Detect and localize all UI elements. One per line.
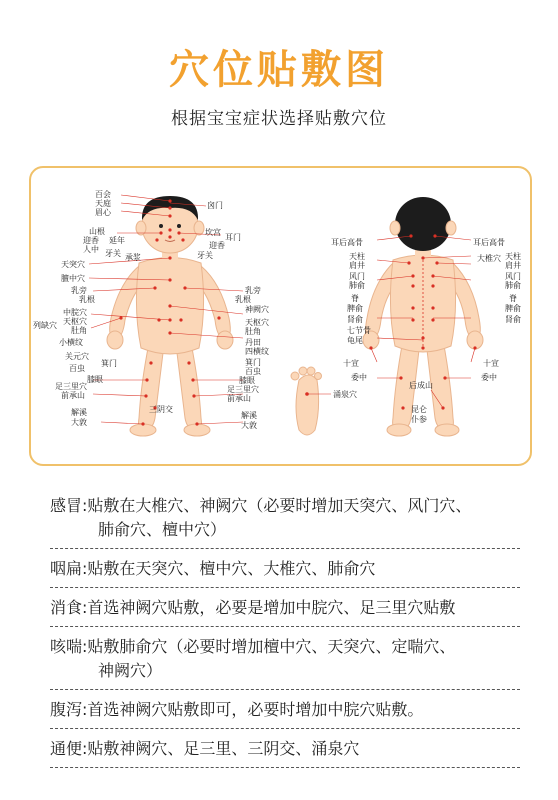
label-qijiegu: 七节骨 xyxy=(347,326,371,335)
symptom-list xyxy=(50,486,520,768)
label-yingxiang: 迎香 xyxy=(83,236,99,245)
label-yaguan: 牙关 xyxy=(105,249,121,258)
label-jiexi: 解溪 xyxy=(71,408,87,417)
label-tianshu: 天枢穴 xyxy=(63,317,87,326)
label-rugen: 乳根 xyxy=(79,295,95,304)
label-ji-right: 脊 xyxy=(509,294,517,303)
label-jianjing: 肩井 xyxy=(349,261,365,270)
label-ji: 脊 xyxy=(351,294,359,303)
symptom-text-continued: 神阙穴） xyxy=(98,661,163,680)
list-item xyxy=(50,486,520,549)
symptom-text-continued: 肺俞穴、檀中穴） xyxy=(98,520,227,539)
label-tianzhu-right: 天柱 xyxy=(505,252,521,261)
label-zusanli: 足三里穴 xyxy=(55,382,87,391)
label-fengmen-right: 风门 xyxy=(505,272,521,281)
label-kangong: 坎宫 xyxy=(205,228,221,237)
label-baichong: 百虫 xyxy=(69,364,85,373)
label-guiwei: 龟尾 xyxy=(347,336,363,345)
label-sanyinjiao: 三阴交 xyxy=(149,405,173,414)
label-jimen: 箕门 xyxy=(101,359,117,368)
label-pucan: 仆参 xyxy=(411,415,427,424)
label-shenshu: 肾俞 xyxy=(347,315,363,324)
label-zusanli-right: 足三里穴 xyxy=(227,385,259,394)
label-dantian: 丹田 xyxy=(245,338,261,347)
symptom-text: 首选神阙穴贴敷，必要是增加中脘穴、足三里穴贴敷 xyxy=(87,598,456,617)
label-weizhong: 委中 xyxy=(351,373,367,382)
label-qianchengshan: 前承山 xyxy=(61,391,85,400)
symptom-name: 咽扁: xyxy=(50,559,88,578)
label-meixin: 眉心 xyxy=(95,208,111,217)
symptom-text: 贴敷在大椎穴、神阙穴（必要时增加天突穴、风门穴、 xyxy=(87,496,472,515)
back-child-figure xyxy=(363,197,483,436)
label-yaguan2: 牙关 xyxy=(197,251,213,260)
label-qianchengshan-right: 前承山 xyxy=(227,394,251,403)
symptom-name: 腹泻: xyxy=(50,700,88,719)
label-fengmen: 风门 xyxy=(349,272,365,281)
label-pishu-right: 脾俞 xyxy=(505,304,521,313)
symptom-name: 通便: xyxy=(50,739,88,758)
symptom-text: 首选神阙穴贴敷即可，必要时增加中脘穴贴敷。 xyxy=(87,700,424,719)
list-item xyxy=(50,627,520,690)
symptom-text: 贴敷神阙穴、足三里、三阴交、涌泉穴 xyxy=(87,739,360,758)
label-tianzhu: 天柱 xyxy=(349,252,365,261)
list-item xyxy=(50,690,520,729)
symptom-name: 咳喘: xyxy=(50,637,88,656)
page-subtitle: 根据宝宝症状选择贴敷穴位 xyxy=(171,109,387,129)
symptom-name: 感冒: xyxy=(50,496,88,515)
label-zhongwan: 中脘穴 xyxy=(63,308,87,317)
label-houchengshan: 后成山 xyxy=(409,381,433,390)
label-baihui: 百会 xyxy=(95,190,111,199)
page-title: 穴位贴敷图 xyxy=(169,47,389,93)
symptom-text: 贴敷肺俞穴（必要时增加檀中穴、天突穴、定喘穴、 xyxy=(87,637,456,656)
label-kunlun: 昆仑 xyxy=(411,405,427,414)
label-shixuan-right: 十宣 xyxy=(483,359,499,368)
label-tiantu: 天突穴 xyxy=(61,260,85,269)
label-sihengwen: 四横纹 xyxy=(245,347,269,356)
label-ermen: 耳门 xyxy=(225,233,241,242)
label-yongquan: 涌泉穴 xyxy=(333,390,357,399)
label-jimen-right: 箕门 xyxy=(245,358,261,367)
label-chengjiang: 承浆 xyxy=(125,253,141,262)
label-lieque: 列缺穴 xyxy=(33,321,57,330)
label-xiyan-right: 膝眼 xyxy=(239,376,255,385)
label-xiaohengwen: 小横纹 xyxy=(59,338,83,347)
label-tanzhong: 膻中穴 xyxy=(61,274,85,283)
label-guanyuan: 关元穴 xyxy=(65,352,89,361)
label-rugen-right: 乳根 xyxy=(235,295,251,304)
label-tianting: 天庭 xyxy=(95,199,111,208)
list-item xyxy=(50,729,520,768)
label-duqi-right: 肚角 xyxy=(245,327,261,336)
label-yingxiang2: 迎香 xyxy=(209,241,225,250)
label-xiyan: 膝眼 xyxy=(87,375,103,384)
label-erhougaogu-right: 耳后高骨 xyxy=(473,238,505,247)
label-feishu: 肺俞 xyxy=(349,281,365,290)
label-dadun-right: 大敦 xyxy=(241,421,257,430)
label-shenshu-right: 肾俞 xyxy=(505,315,521,324)
label-yanian: 延年 xyxy=(109,236,125,245)
label-shenque: 神阙穴 xyxy=(245,305,269,314)
list-item xyxy=(50,549,520,588)
label-jianjing-right: 肩井 xyxy=(505,261,521,270)
list-item xyxy=(50,588,520,627)
label-dazhui: 大椎穴 xyxy=(477,254,501,263)
label-xinmen: 囟门 xyxy=(207,201,223,210)
acupoint-diagram xyxy=(29,166,532,466)
label-erhougaogu: 耳后高骨 xyxy=(331,238,363,247)
label-tianshu-right: 天枢穴 xyxy=(245,318,269,327)
label-renzhong: 人中 xyxy=(83,245,99,254)
label-shixuan: 十宣 xyxy=(343,359,359,368)
label-duqi: 肚角 xyxy=(71,326,87,335)
symptom-name: 消食: xyxy=(50,598,88,617)
label-jiexi-right: 解溪 xyxy=(241,411,257,420)
label-rupang: 乳旁 xyxy=(71,286,87,295)
label-dadun: 大敦 xyxy=(71,418,87,427)
label-baichong-right: 百虫 xyxy=(245,367,261,376)
label-rupang-right: 乳旁 xyxy=(245,286,261,295)
label-feishu-right: 肺俞 xyxy=(505,281,521,290)
label-weizhong-right: 委中 xyxy=(481,373,497,382)
foot-sole-figure xyxy=(291,367,331,435)
symptom-text: 贴敷在天突穴、檀中穴、大椎穴、肺俞穴 xyxy=(87,559,376,578)
label-shangen: 山根 xyxy=(89,227,105,236)
label-pishu: 脾俞 xyxy=(347,304,363,313)
